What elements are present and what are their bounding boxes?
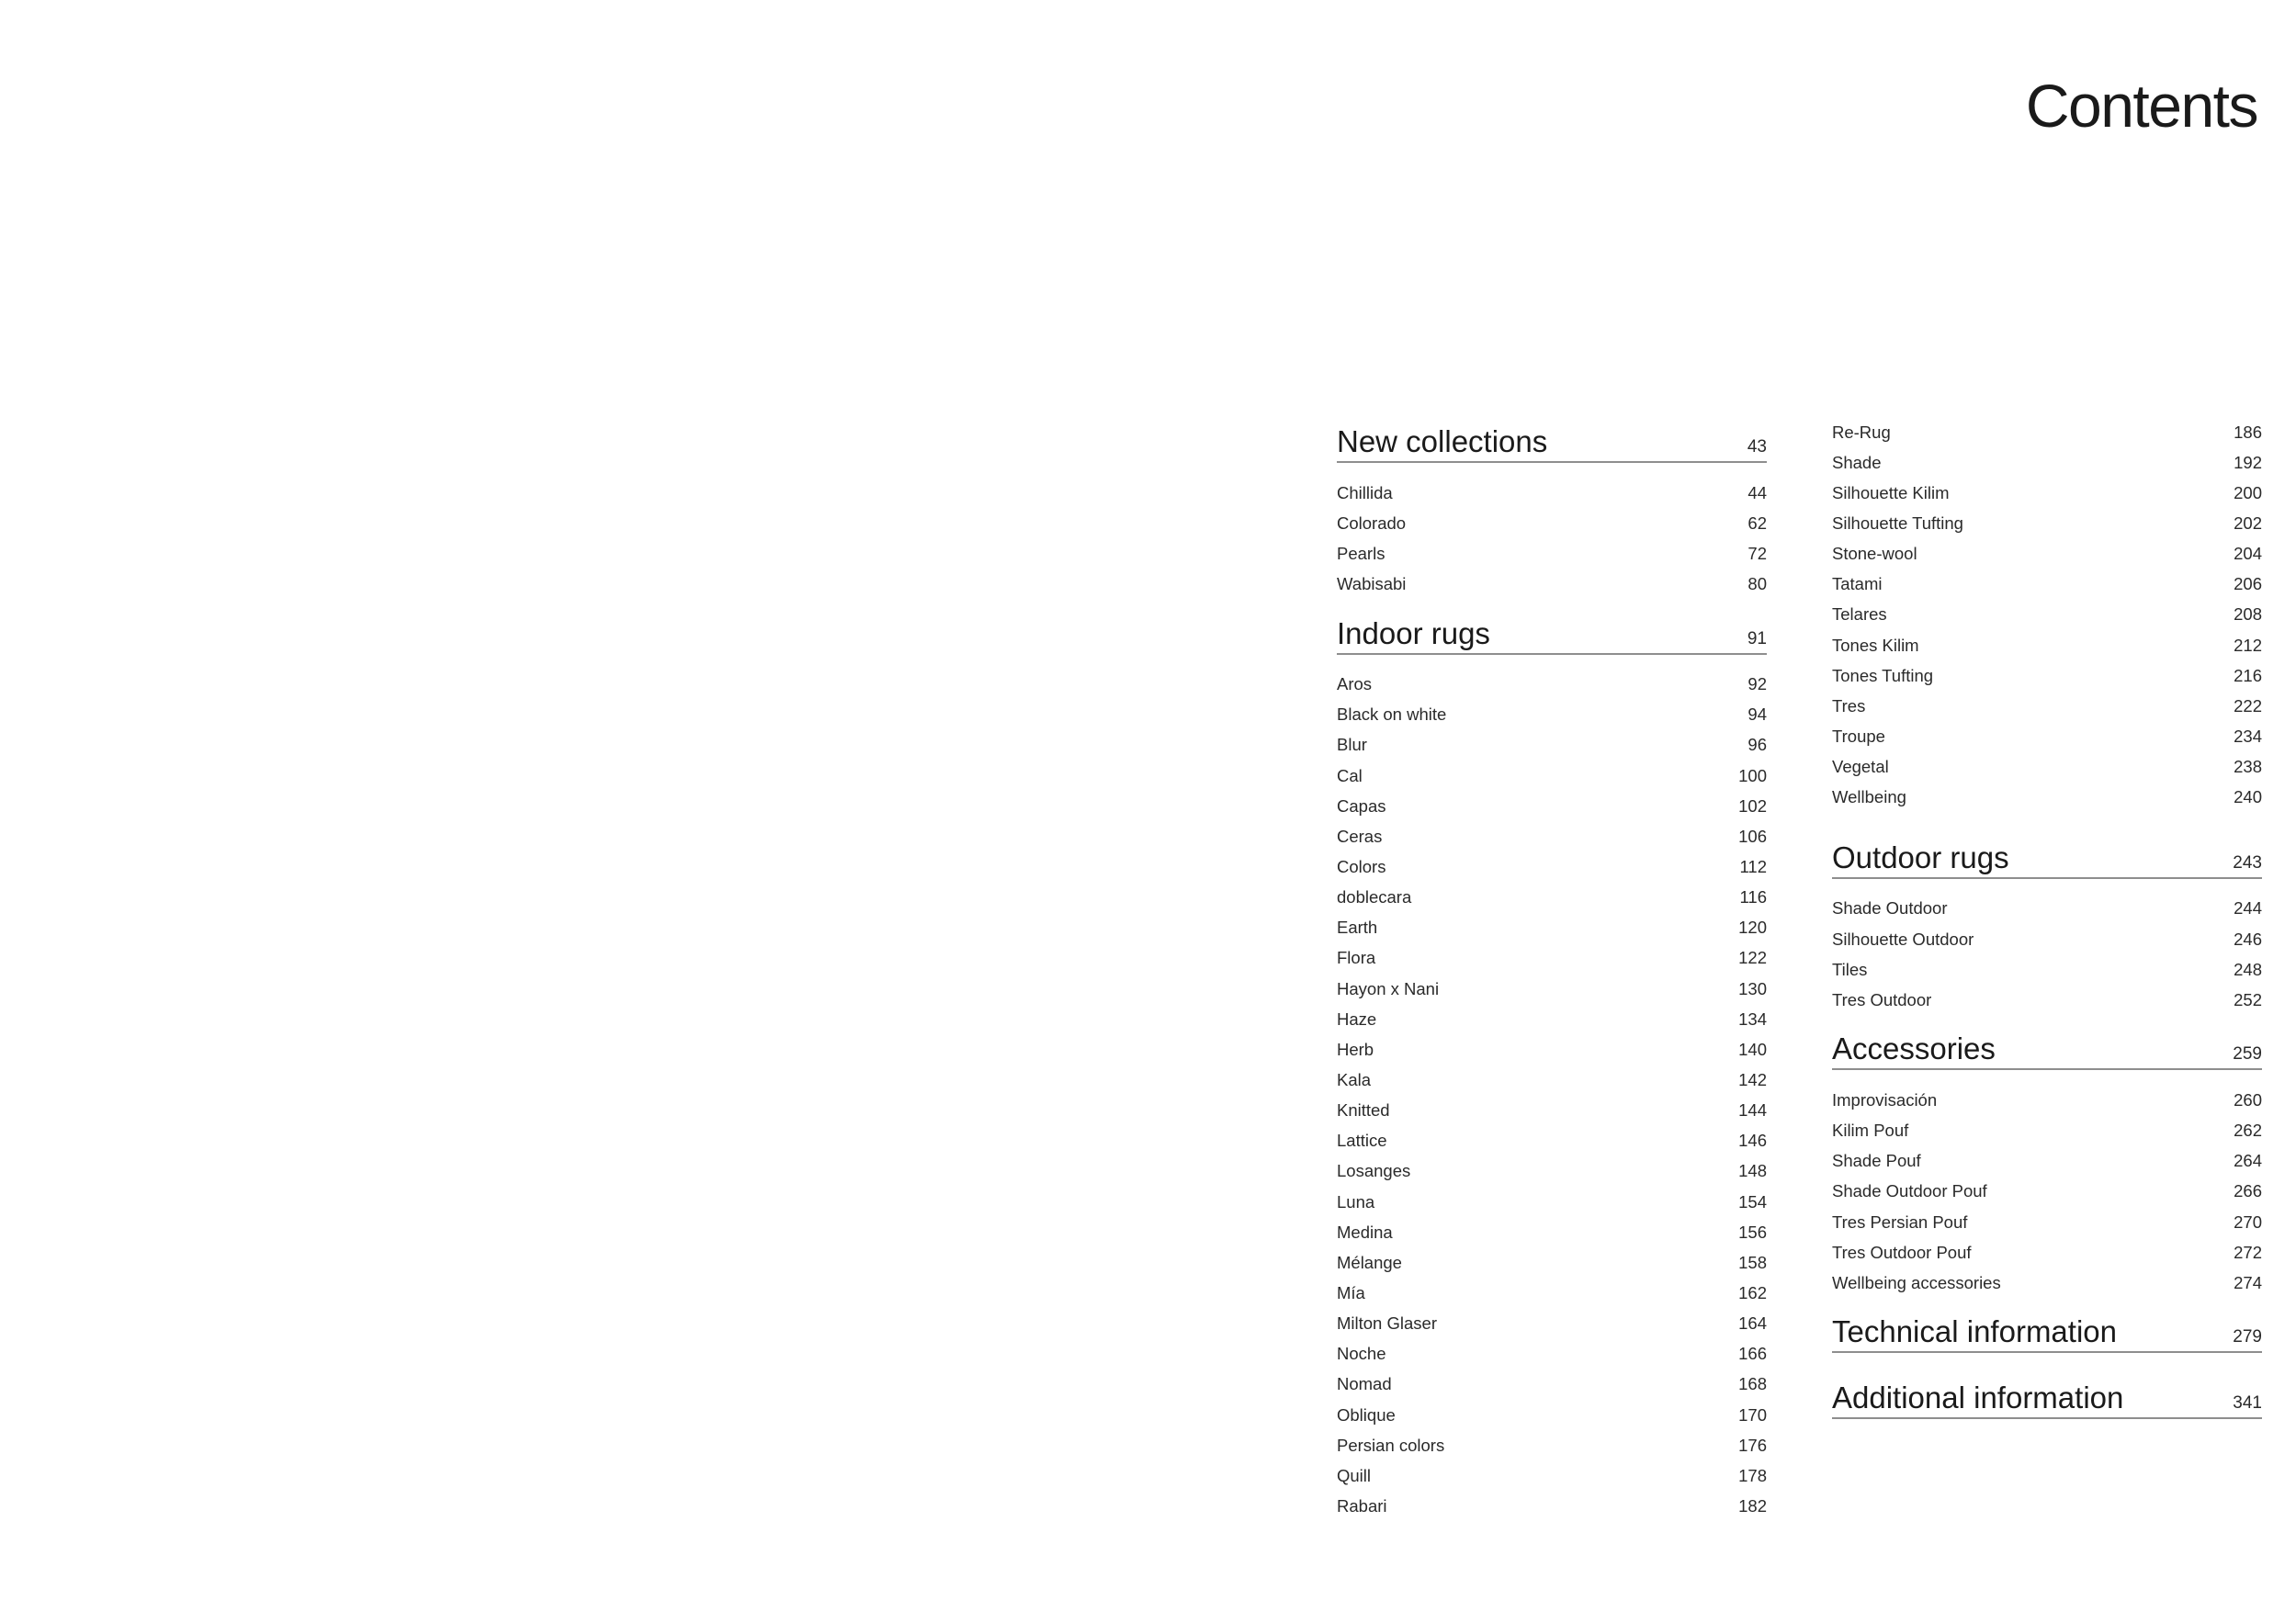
toc-entry-name: Telares bbox=[1832, 604, 1887, 625]
toc-entry[interactable] bbox=[1832, 1085, 2262, 1115]
toc-entry-name: Tones Kilim bbox=[1832, 635, 1919, 655]
toc-entry-page: 148 bbox=[1738, 1161, 1767, 1181]
toc-entry[interactable] bbox=[1832, 894, 2262, 924]
toc-entry[interactable] bbox=[1832, 1116, 2262, 1146]
toc-entry-page: 134 bbox=[1738, 1009, 1767, 1029]
toc-entry-name: Mía bbox=[1337, 1282, 1365, 1302]
toc-entry-name: Rabari bbox=[1337, 1495, 1387, 1516]
toc-entry-name: Cal bbox=[1337, 765, 1363, 785]
toc-entry-name: Colorado bbox=[1337, 513, 1407, 533]
toc-entry-name: Flora bbox=[1337, 948, 1376, 968]
toc-entry[interactable] bbox=[1832, 1237, 2262, 1268]
toc-entry[interactable] bbox=[1337, 791, 1767, 821]
toc-entry-page: 244 bbox=[2234, 898, 2262, 919]
toc-entry-page: 238 bbox=[2234, 757, 2262, 777]
toc-entry-list bbox=[1832, 894, 2262, 1016]
toc-entry-page: 166 bbox=[1738, 1344, 1767, 1364]
toc-entry-page: 262 bbox=[2234, 1121, 2262, 1141]
toc-entry-name: Tres Outdoor Pouf bbox=[1832, 1242, 1972, 1262]
toc-entry[interactable] bbox=[1832, 508, 2262, 538]
toc-entry[interactable] bbox=[1337, 1065, 1767, 1095]
toc-entry-page: 200 bbox=[2234, 482, 2262, 502]
toc-section-page: 341 bbox=[2233, 1393, 2262, 1414]
toc-entry[interactable] bbox=[1337, 538, 1767, 569]
toc-entry-name: Re-Rug bbox=[1832, 422, 1891, 442]
page-title: Contents bbox=[2025, 72, 2257, 141]
toc-section-header[interactable] bbox=[1337, 419, 1767, 463]
toc-entry-name: Milton Glaser bbox=[1337, 1313, 1437, 1334]
toc-entry-page: 168 bbox=[1738, 1374, 1767, 1394]
toc-column-left bbox=[1337, 419, 1767, 1522]
toc-entry[interactable] bbox=[1337, 1156, 1767, 1187]
toc-column-right bbox=[1832, 419, 2262, 1419]
toc-entry-name: Wellbeing accessories bbox=[1832, 1272, 2001, 1292]
toc-entry-page: 202 bbox=[2234, 513, 2262, 533]
toc-entry[interactable] bbox=[1337, 670, 1767, 700]
toc-entry[interactable] bbox=[1337, 1339, 1767, 1369]
toc-entry[interactable] bbox=[1832, 1207, 2262, 1237]
toc-section-header[interactable] bbox=[1832, 1026, 2262, 1070]
toc-entry-name: Medina bbox=[1337, 1222, 1393, 1242]
toc-entry[interactable] bbox=[1337, 1400, 1767, 1430]
toc-entry-name: Herb bbox=[1337, 1039, 1374, 1059]
toc-entry-page: 122 bbox=[1738, 948, 1767, 968]
toc-entry-page: 154 bbox=[1738, 1191, 1767, 1212]
toc-entry-page: 158 bbox=[1738, 1252, 1767, 1272]
toc-entry-name: Capas bbox=[1337, 795, 1386, 816]
toc-section-page: 279 bbox=[2233, 1327, 2262, 1347]
toc-entry[interactable] bbox=[1337, 1034, 1767, 1065]
toc-entry-list bbox=[1337, 478, 1767, 600]
toc-entry-page: 112 bbox=[1739, 856, 1767, 876]
toc-entry-name: Luna bbox=[1337, 1191, 1375, 1212]
toc-entry[interactable] bbox=[1832, 417, 2262, 447]
toc-entry-page: 102 bbox=[1738, 795, 1767, 816]
toc-section-header[interactable] bbox=[1337, 611, 1767, 655]
toc-entry[interactable] bbox=[1337, 821, 1767, 851]
toc-entry-page: 162 bbox=[1738, 1282, 1767, 1302]
toc-entry-name: Colors bbox=[1337, 856, 1386, 876]
toc-entry[interactable] bbox=[1337, 1430, 1767, 1460]
toc-section-title: Technical information bbox=[1832, 1314, 2117, 1349]
toc-entry-list bbox=[1337, 670, 1767, 1522]
toc-section-title: Outdoor rugs bbox=[1832, 840, 2009, 874]
toc-entry[interactable] bbox=[1337, 1247, 1767, 1278]
toc-entry-name: Silhouette Outdoor bbox=[1832, 929, 1974, 949]
toc-entry-name: Wabisabi bbox=[1337, 573, 1407, 593]
toc-entry[interactable] bbox=[1832, 1177, 2262, 1207]
toc-entry-name: Chillida bbox=[1337, 482, 1393, 502]
toc-entry-name: Improvisación bbox=[1832, 1089, 1938, 1110]
toc-section-header[interactable] bbox=[1832, 1375, 2262, 1419]
toc-entry-name: Shade Outdoor bbox=[1832, 898, 1948, 919]
toc-section-title: Additional information bbox=[1832, 1381, 2124, 1415]
toc-entry-name: Hayon x Nani bbox=[1337, 978, 1440, 998]
toc-entry-page: 96 bbox=[1747, 735, 1767, 755]
toc-entry[interactable] bbox=[1832, 569, 2262, 600]
toc-entry-page: 106 bbox=[1738, 826, 1767, 846]
toc-entry-page: 186 bbox=[2234, 422, 2262, 442]
toc-entry[interactable] bbox=[1832, 660, 2262, 691]
toc-section bbox=[1337, 419, 1767, 600]
toc-entry-name: Black on white bbox=[1337, 704, 1447, 725]
toc-section-page: 91 bbox=[1747, 628, 1767, 648]
toc-entry-page: 44 bbox=[1747, 482, 1767, 502]
toc-section bbox=[1832, 1309, 2262, 1353]
toc-entry-page: 182 bbox=[1738, 1495, 1767, 1516]
toc-entry[interactable] bbox=[1337, 1187, 1767, 1217]
toc-entry[interactable] bbox=[1337, 508, 1767, 538]
toc-entry[interactable] bbox=[1337, 943, 1767, 974]
toc-entry[interactable] bbox=[1832, 447, 2262, 478]
toc-entry-page: 222 bbox=[2234, 695, 2262, 716]
toc-entry-page: 92 bbox=[1747, 674, 1767, 694]
toc-entry[interactable] bbox=[1337, 1217, 1767, 1247]
toc-entry[interactable] bbox=[1337, 1309, 1767, 1339]
toc-entry-page: 240 bbox=[2234, 787, 2262, 807]
toc-entry-page: 208 bbox=[2234, 604, 2262, 625]
toc-entry-page: 62 bbox=[1747, 513, 1767, 533]
toc-entry-name: Shade Pouf bbox=[1832, 1151, 1921, 1171]
toc-entry-name: Stone-wool bbox=[1832, 544, 1917, 564]
toc-entry-name: Tres Outdoor bbox=[1832, 989, 1932, 1009]
toc-section-title: Accessories bbox=[1832, 1031, 1996, 1066]
toc-entry-page: 178 bbox=[1738, 1465, 1767, 1485]
toc-entry-list bbox=[1832, 1085, 2262, 1298]
toc-entry-name: Tiles bbox=[1832, 959, 1868, 979]
toc-section-header[interactable] bbox=[1832, 1309, 2262, 1353]
toc-entry-name: Lattice bbox=[1337, 1131, 1387, 1151]
toc-entry-name: Earth bbox=[1337, 918, 1378, 938]
toc-entry[interactable] bbox=[1832, 539, 2262, 569]
toc-entry-page: 156 bbox=[1738, 1222, 1767, 1242]
toc-entry[interactable] bbox=[1337, 1278, 1767, 1308]
toc-entry-name: Vegetal bbox=[1832, 757, 1889, 777]
toc-entry-page: 72 bbox=[1747, 543, 1767, 563]
toc-entry[interactable] bbox=[1832, 1268, 2262, 1298]
toc-entry-list bbox=[1832, 417, 2262, 813]
toc-entry[interactable] bbox=[1832, 691, 2262, 721]
toc-entry-page: 274 bbox=[2234, 1272, 2262, 1292]
toc-section-title: New collections bbox=[1337, 424, 1548, 458]
toc-section-page: 243 bbox=[2233, 852, 2262, 873]
toc-entry-name: Troupe bbox=[1832, 726, 1885, 746]
toc-section-title: Indoor rugs bbox=[1337, 615, 1490, 650]
toc-entry-name: Blur bbox=[1337, 735, 1367, 755]
toc-entry-name: Mélange bbox=[1337, 1252, 1402, 1272]
toc-entry-name: doblecara bbox=[1337, 887, 1412, 907]
toc-entry-name: Quill bbox=[1337, 1465, 1372, 1485]
toc-entry[interactable] bbox=[1832, 721, 2262, 751]
toc-entry-page: 266 bbox=[2234, 1181, 2262, 1201]
toc-section-page: 259 bbox=[2233, 1044, 2262, 1065]
toc-entry-name: Nomad bbox=[1337, 1374, 1392, 1394]
toc-entry-name: Oblique bbox=[1337, 1404, 1396, 1425]
toc-entry-page: 164 bbox=[1738, 1313, 1767, 1334]
toc-entry-page: 130 bbox=[1738, 978, 1767, 998]
toc-entry-page: 144 bbox=[1738, 1100, 1767, 1121]
toc-entry[interactable] bbox=[1832, 954, 2262, 985]
toc-entry[interactable] bbox=[1832, 630, 2262, 660]
toc-entry[interactable] bbox=[1337, 761, 1767, 791]
toc-entry-page: 94 bbox=[1747, 704, 1767, 725]
toc-entry-name: Persian colors bbox=[1337, 1435, 1445, 1455]
toc-entry-name: Silhouette Tufting bbox=[1832, 513, 1963, 533]
toc-entry-page: 176 bbox=[1738, 1435, 1767, 1455]
toc-entry-page: 142 bbox=[1738, 1069, 1767, 1089]
toc-entry-name: Noche bbox=[1337, 1344, 1386, 1364]
toc-entry[interactable] bbox=[1337, 974, 1767, 1004]
toc-entry-name: Kala bbox=[1337, 1069, 1372, 1089]
toc-entry-page: 252 bbox=[2234, 989, 2262, 1009]
toc-entry[interactable] bbox=[1337, 1126, 1767, 1156]
toc-entry-name: Aros bbox=[1337, 674, 1373, 694]
toc-entry[interactable] bbox=[1337, 913, 1767, 943]
toc-entry[interactable] bbox=[1832, 478, 2262, 508]
toc-section-header[interactable] bbox=[1832, 835, 2262, 879]
toc-entry-page: 248 bbox=[2234, 959, 2262, 979]
toc-entry-page: 272 bbox=[2234, 1242, 2262, 1262]
toc-section bbox=[1832, 1026, 2262, 1298]
toc-entry[interactable] bbox=[1832, 783, 2262, 813]
toc-entry[interactable] bbox=[1337, 1491, 1767, 1521]
toc-entry-name: Silhouette Kilim bbox=[1832, 482, 1950, 502]
toc-entry[interactable] bbox=[1337, 1369, 1767, 1400]
toc-entry-name: Tones Tufting bbox=[1832, 665, 1934, 685]
toc-entry[interactable] bbox=[1832, 924, 2262, 954]
toc-entry-name: Tres bbox=[1832, 695, 1866, 716]
toc-entry-page: 212 bbox=[2234, 635, 2262, 655]
toc-entry-page: 270 bbox=[2234, 1212, 2262, 1232]
toc-entry[interactable] bbox=[1832, 600, 2262, 630]
toc-entry-page: 120 bbox=[1738, 918, 1767, 938]
toc-entry-page: 204 bbox=[2234, 544, 2262, 564]
toc-entry[interactable] bbox=[1832, 985, 2262, 1015]
toc-entry-name: Knitted bbox=[1337, 1100, 1390, 1121]
toc-entry-name: Shade Outdoor Pouf bbox=[1832, 1181, 1987, 1201]
toc-entry[interactable] bbox=[1337, 478, 1767, 508]
toc-entry-page: 116 bbox=[1739, 887, 1767, 907]
toc-entry[interactable] bbox=[1337, 700, 1767, 730]
toc-section bbox=[1337, 611, 1767, 1522]
toc-entry-name: Tatami bbox=[1832, 574, 1883, 594]
toc-entry-page: 234 bbox=[2234, 726, 2262, 746]
toc-entry-name: Kilim Pouf bbox=[1832, 1121, 1909, 1141]
toc-entry-page: 206 bbox=[2234, 574, 2262, 594]
toc-entry[interactable] bbox=[1337, 730, 1767, 761]
toc-entry[interactable] bbox=[1337, 1096, 1767, 1126]
toc-entry-page: 264 bbox=[2234, 1151, 2262, 1171]
toc-entry-name: Losanges bbox=[1337, 1161, 1411, 1181]
toc-entry-page: 140 bbox=[1738, 1039, 1767, 1059]
toc-entry[interactable] bbox=[1337, 1460, 1767, 1491]
toc-entry[interactable] bbox=[1337, 569, 1767, 599]
toc-entry-page: 246 bbox=[2234, 929, 2262, 949]
toc-entry-page: 260 bbox=[2234, 1089, 2262, 1110]
toc-entry-page: 146 bbox=[1738, 1131, 1767, 1151]
toc-section-page: 43 bbox=[1747, 437, 1767, 456]
toc-section bbox=[1832, 1375, 2262, 1419]
toc-entry[interactable] bbox=[1337, 883, 1767, 913]
toc-section bbox=[1832, 835, 2262, 1016]
toc-entry[interactable] bbox=[1832, 752, 2262, 783]
toc-entry-name: Wellbeing bbox=[1832, 787, 1906, 807]
toc-entry-page: 170 bbox=[1738, 1404, 1767, 1425]
toc-entry-name: Pearls bbox=[1337, 543, 1386, 563]
toc-entry-page: 100 bbox=[1738, 765, 1767, 785]
toc-entry[interactable] bbox=[1337, 1004, 1767, 1034]
toc-entry-page: 216 bbox=[2234, 665, 2262, 685]
toc-entry[interactable] bbox=[1337, 851, 1767, 882]
toc-entry-name: Haze bbox=[1337, 1009, 1377, 1029]
toc-entry[interactable] bbox=[1832, 1146, 2262, 1177]
toc-entry-name: Tres Persian Pouf bbox=[1832, 1212, 1968, 1232]
toc-entry-page: 192 bbox=[2234, 452, 2262, 472]
toc-entry-page: 80 bbox=[1747, 573, 1767, 593]
toc-entry-name: Ceras bbox=[1337, 826, 1383, 846]
toc-entry-name: Shade bbox=[1832, 452, 1882, 472]
